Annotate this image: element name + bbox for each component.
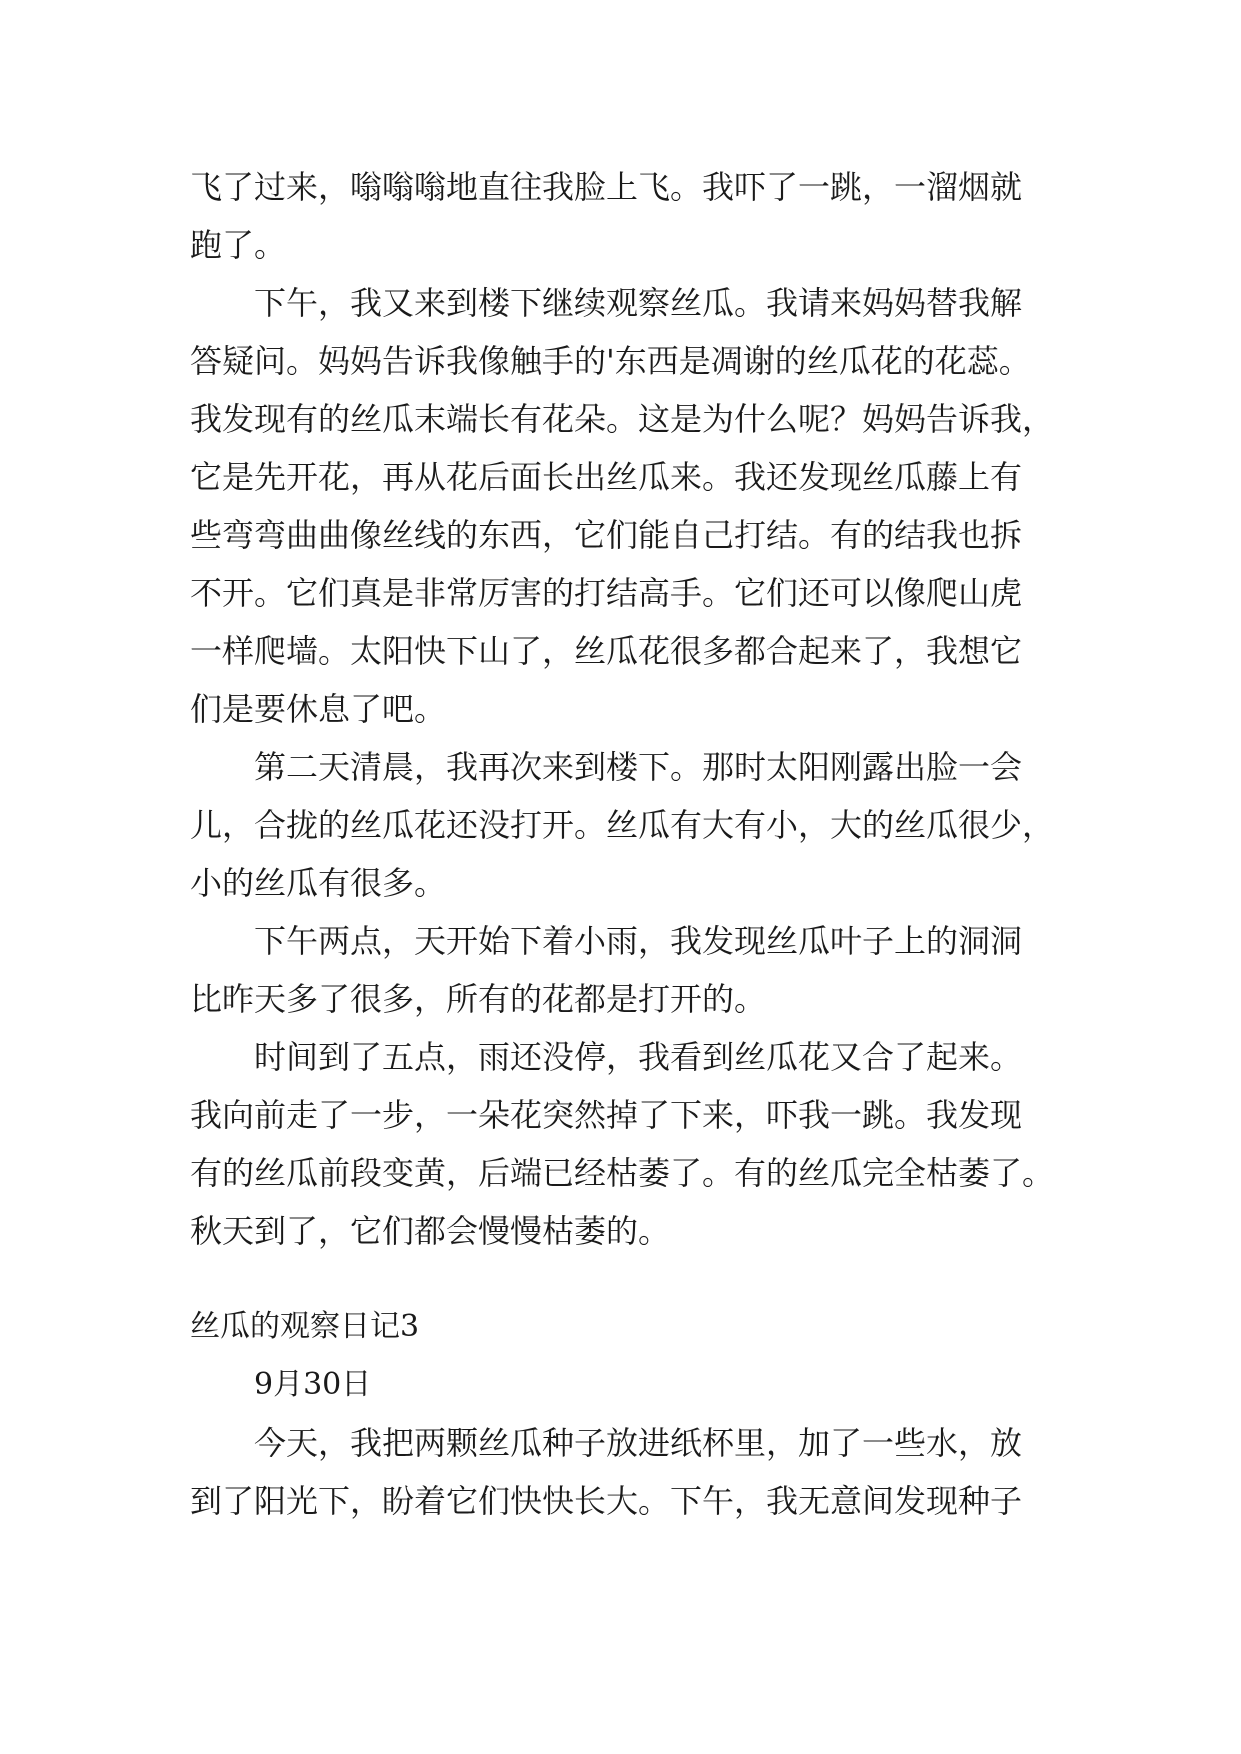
text-line: 跑了。 <box>190 226 287 264</box>
text-line: 一样爬墙。太阳快下山了，丝瓜花很多都合起来了，我想它 <box>190 632 1023 670</box>
document-body <box>190 158 1070 1530</box>
text-line: 有的丝瓜前段变黄，后端已经枯萎了。有的丝瓜完全枯萎了。 <box>190 1154 1055 1192</box>
text-line: 些弯弯曲曲像丝线的东西，它们能自己打结。有的结我也拆 <box>190 516 1023 554</box>
text-line: 我发现有的丝瓜末端长有花朵。这是为什么呢？妈妈告诉我， <box>190 400 1055 438</box>
text-line: 下午，我又来到楼下继续观察丝瓜。我请来妈妈替我解 <box>190 284 1023 322</box>
text-line: 们是要休息了吧。 <box>190 690 447 728</box>
text-line: 答疑问。妈妈告诉我像触手的'东西是凋谢的丝瓜花的花蕊。 <box>190 342 1031 380</box>
text-line: 不开。它们真是非常厉害的打结高手。它们还可以像爬山虎 <box>190 574 1023 612</box>
diary-date: 9月30日 <box>254 1367 372 1402</box>
text-line: 飞了过来，嗡嗡嗡地直往我脸上飞。我吓了一跳，一溜烟就 <box>190 168 1023 206</box>
text-line: 秋天到了，它们都会慢慢枯萎的。 <box>190 1212 671 1250</box>
text-line: 儿，合拢的丝瓜花还没打开。丝瓜有大有小，大的丝瓜很少， <box>190 806 1055 844</box>
text-line: 今天，我把两颗丝瓜种子放进纸杯里，加了一些水，放 <box>190 1424 1023 1462</box>
text-line: 到了阳光下，盼着它们快快长大。下午，我无意间发现种子 <box>190 1482 1023 1520</box>
text-line: 下午两点，天开始下着小雨，我发现丝瓜叶子上的洞洞 <box>190 922 1023 960</box>
text-line: 小的丝瓜有很多。 <box>190 864 447 902</box>
text-line: 时间到了五点，雨还没停，我看到丝瓜花又合了起来。 <box>190 1038 1023 1076</box>
text-line: 第二天清晨，我再次来到楼下。那时太阳刚露出脸一会 <box>190 748 1023 786</box>
text-line: 它是先开花，再从花后面长出丝瓜来。我还发现丝瓜藤上有 <box>190 458 1023 496</box>
text-line: 我向前走了一步，一朵花突然掉了下来，吓我一跳。我发现 <box>190 1096 1023 1134</box>
section-spacer <box>190 1260 1070 1298</box>
text-line: 比昨天多了很多，所有的花都是打开的。 <box>190 980 767 1018</box>
section-title: 丝瓜的观察日记3 <box>190 1309 420 1344</box>
